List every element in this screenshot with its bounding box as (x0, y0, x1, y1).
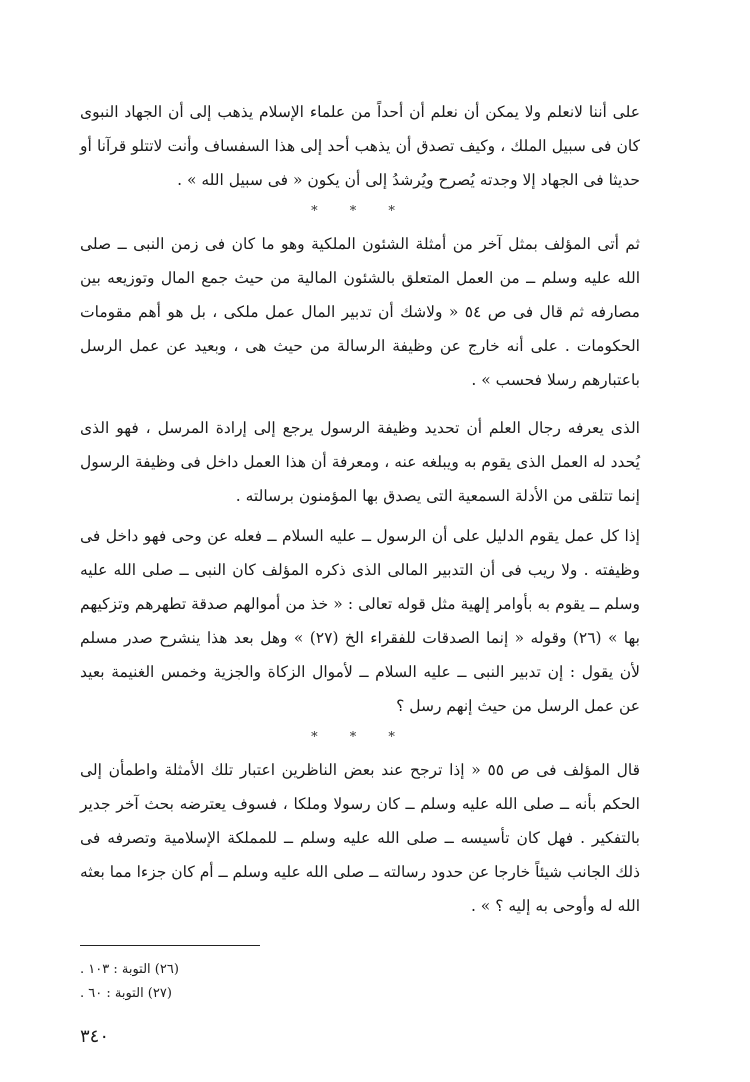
footnotes (80, 958, 640, 1006)
paragraph-1: على أننا لانعلم ولا يمكن أن نعلم أن أحداً من علماء الإسلام يذهب إلى أن الجهاد النبوى كان فى سبيل الملك ، وكيف تصدق أن يذهب أحد إلى هذا السفساف وأنت لاتتلو قرآنا أو حديثا فى الجهاد إلا وجدته يُصرح ويُرشدُ إلى أن يكون « فى سبيل الله » . (80, 103, 640, 189)
section-separator-1: * * * (311, 204, 409, 219)
footnote-27: (٢٧) التوبة : ٦٠ . (80, 986, 172, 1001)
paragraph-4: إذا كل عمل يقوم الدليل على أن الرسول ــ عليه السلام ــ فعله عن وحى فهو داخل فى وظيفته . ولا ريب فى أن التدبير المالى الذى ذكره المؤلف كان النبى ــ صلى الله عليه وسلم ــ يقوم به بأوامر إلهية مثل قوله تعالى : « خذ من أموالهم صدقة تطهرهم وتزكيهم بها » (٢٦) وقوله « إنما الصدقات للفقراء الخ (٢٧) » وهل بعد هذا ينشرح صدر مسلم لأن يقول : إن تدبير النبى ــ عليه السلام ــ لأموال الزكاة والجزية وخمس الغنيمة بعيد عن عمل الرسل من حيث إنهم رسل ؟ (80, 527, 640, 715)
paragraph-5: قال المؤلف فى ص ٥٥ « إذا ترجح عند بعض الناظرين اعتبار تلك الأمثلة واطمأن إلى الحكم بأنه ــ صلى الله عليه وسلم ــ كان رسولا وملكا ، فسوف يعترضه بحث آخر جدير بالتفكير . فهل كان تأسيسه ــ صلى الله عليه وسلم ــ للمملكة الإسلامية وتصرفه فى ذلك الجانب شيئاً خارجا عن حدود رسالته ــ صلى الله عليه وسلم ــ أم كان جزءا مما بعثه الله له وأوحى به إليه ؟ » . (80, 761, 640, 915)
paragraph-2: ثم أتى المؤلف بمثل آخر من أمثلة الشئون الملكية وهو ما كان فى زمن النبى ــ صلى الله عليه وسلم ــ من العمل المتعلق بالشئون المالية من حيث جمع المال وتوزيعه بين مصارفه ثم قال فى ص ٥٤ « ولاشك أن تدبير المال عمل ملكى ، بل هو أهم مقومات الحكومات . على أنه خارج عن وظيفة الرسالة من حيث هى ، وبعيد عن عمل الرسل باعتبارهم رسلا فحسب » . (80, 235, 640, 389)
footnote-26: (٢٦) التوبة : ١٠٣ . (80, 962, 179, 977)
footnote-divider (80, 945, 260, 946)
page-number: ٣٤٠ (80, 1026, 110, 1047)
paragraph-3: الذى يعرفه رجال العلم أن تحديد وظيفة الرسول يرجع إلى إرادة المرسل ، فهو الذى يُحدد له العمل الذى يقوم به ويبلغه عنه ، ومعرفة أن هذا العمل داخل فى وظيفة الرسول إنما تتلقى من الأدلة السمعية التى يصدق بها المؤمنون برسالته . (80, 419, 640, 505)
page-body (80, 95, 640, 923)
section-separator-2: * * * (311, 730, 409, 745)
